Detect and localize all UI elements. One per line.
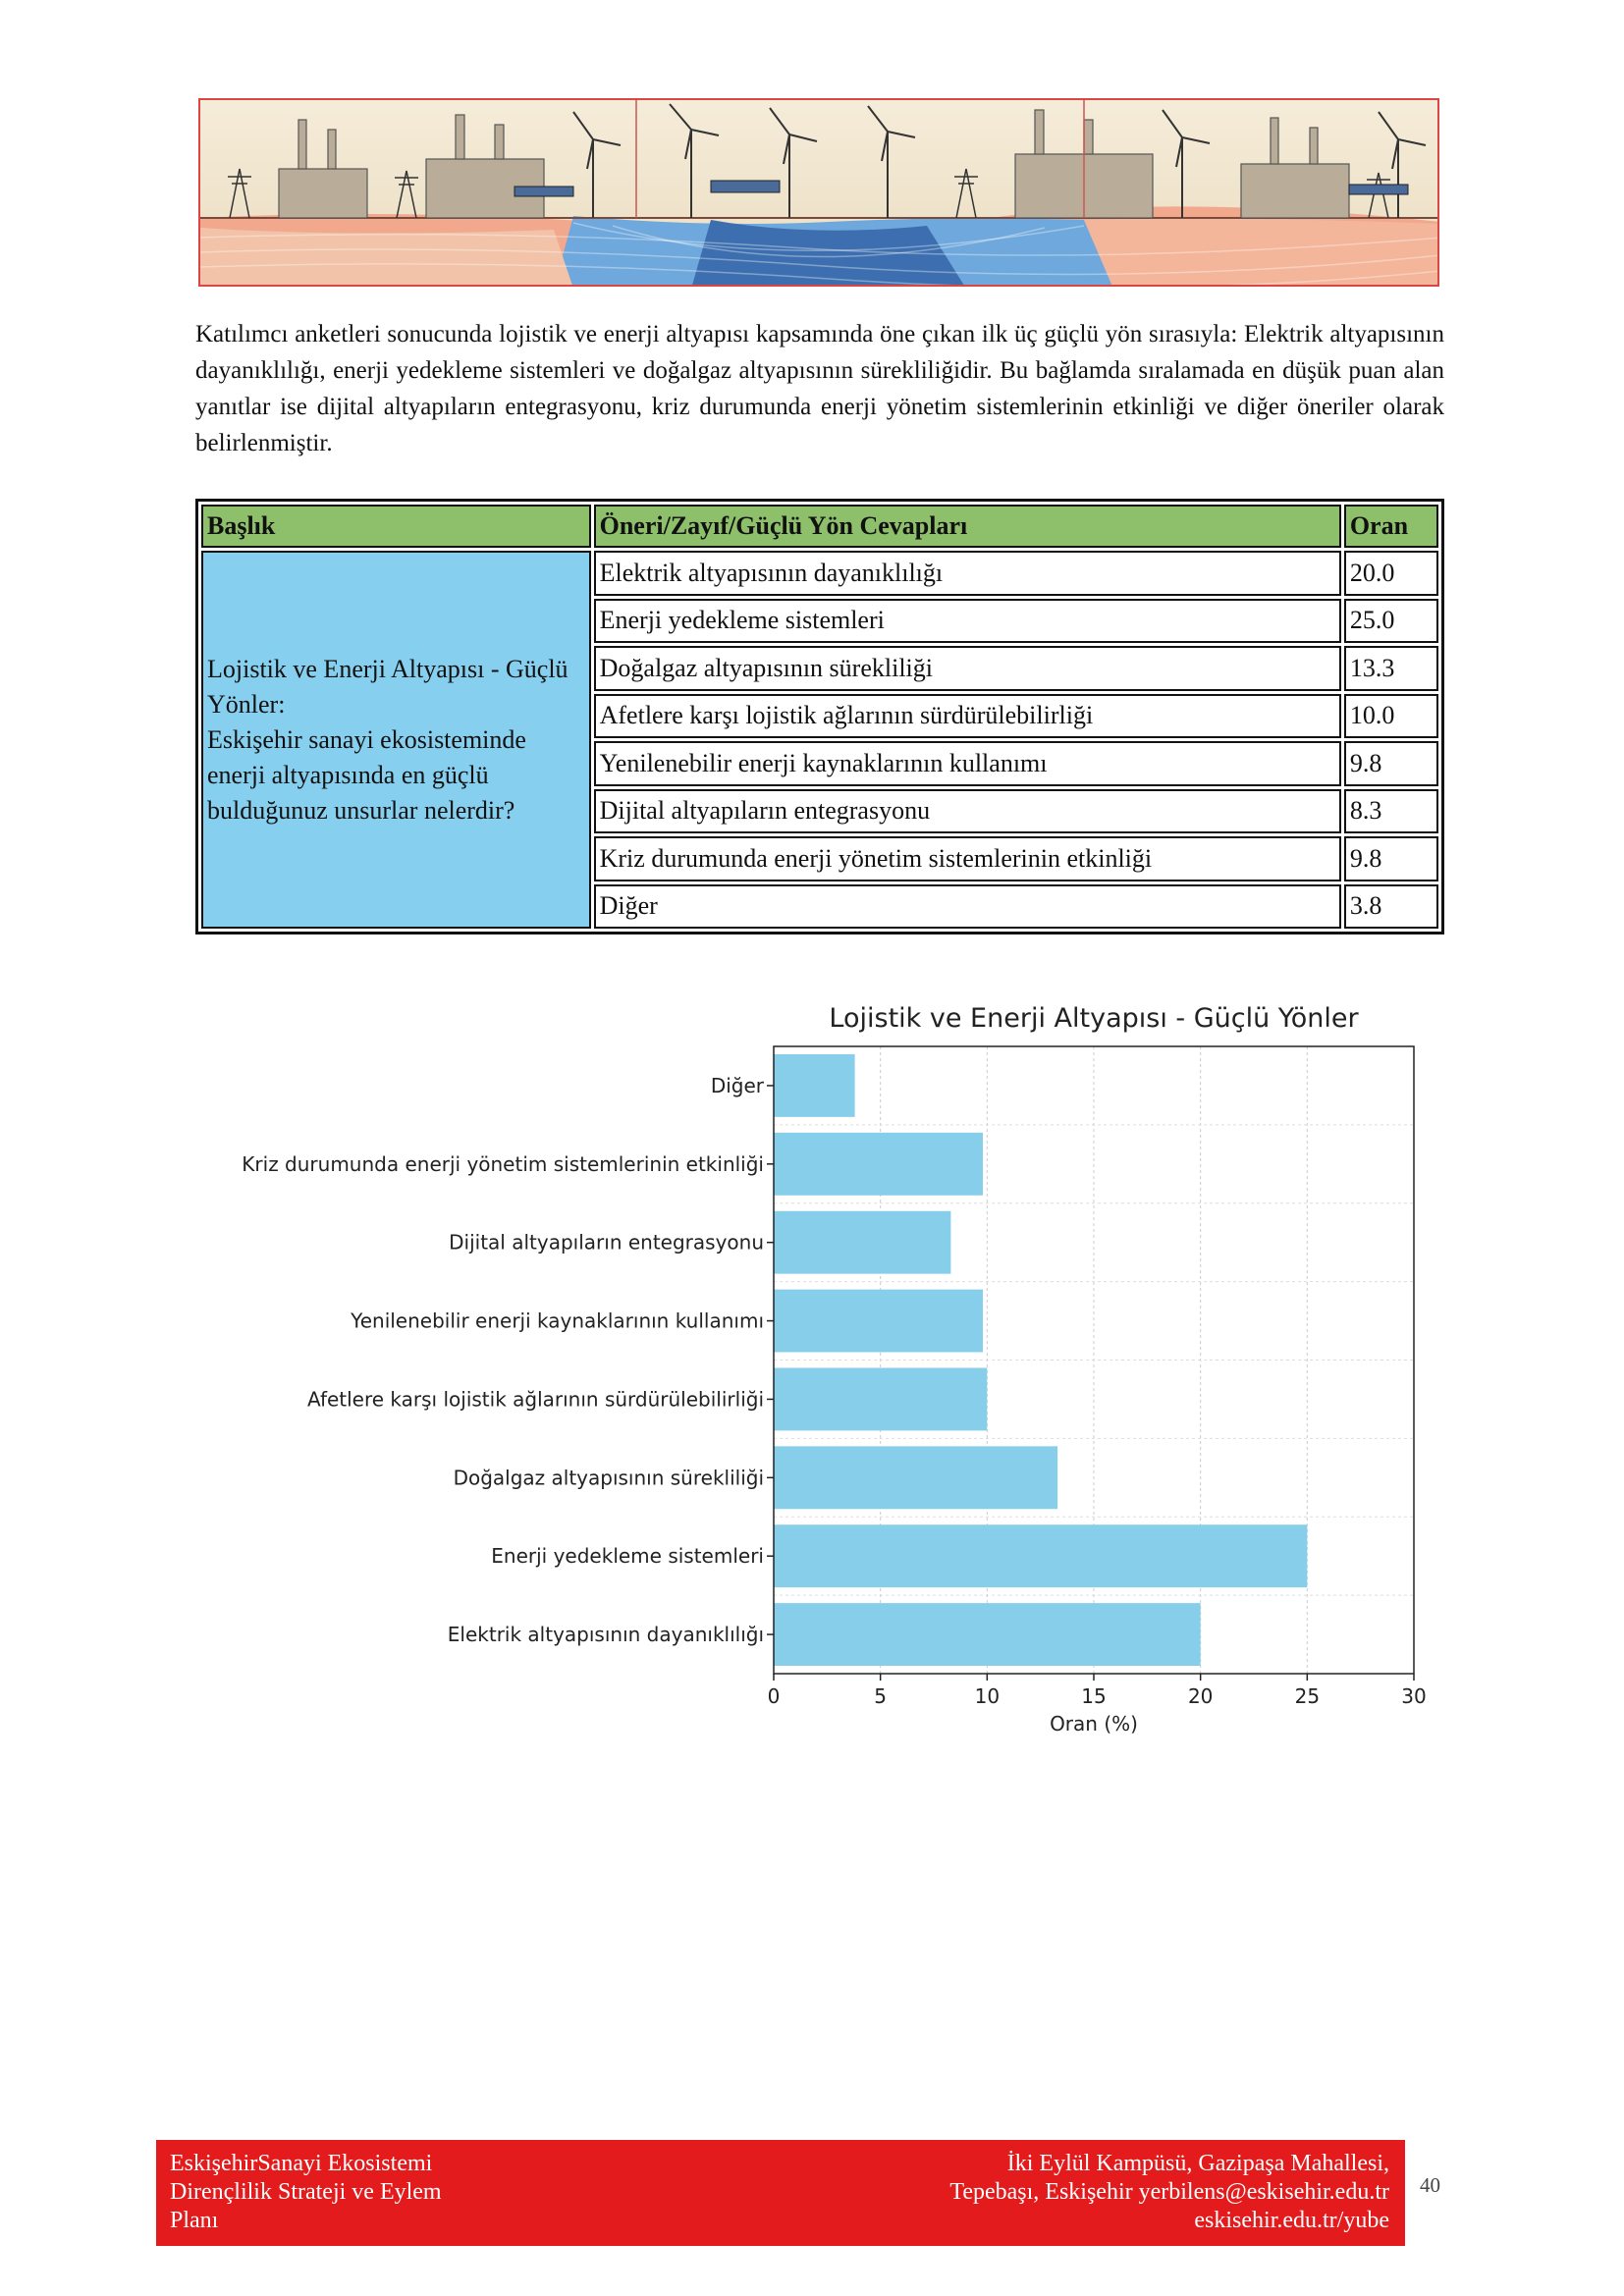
rate-cell: 10.0: [1344, 694, 1438, 739]
answer-cell: Elektrik altyapısının dayanıklılığı: [594, 551, 1341, 596]
page-footer: [156, 2140, 1405, 2246]
answer-cell: Dijital altyapıların entegrasyonu: [594, 789, 1341, 834]
bar: [774, 1446, 1057, 1509]
y-tick-label: Diğer: [710, 1073, 764, 1097]
strengths-bar-chart: [196, 991, 1453, 1757]
bar: [774, 1367, 987, 1430]
x-tick-label: 0: [767, 1684, 781, 1708]
bar: [774, 1133, 983, 1196]
answer-cell: Afetlere karşı lojistik ağlarının sürdürülebilirliği: [594, 694, 1341, 739]
y-tick-label: Afetlere karşı lojistik ağlarının sürdürülebilirliği: [306, 1387, 764, 1412]
bar: [774, 1290, 983, 1353]
category-text: Lojistik ve Enerji Altyapısı - Güçlü Yönler: Eskişehir sanayi ekosisteminde enerji altyapısında en güçlü bulduğunuz unsurlar nelerdir?: [207, 654, 568, 825]
y-tick-label: Elektrik altyapısının dayanıklılığı: [447, 1623, 764, 1647]
answer-cell: Doğalgaz altyapısının sürekliliği: [594, 646, 1341, 691]
x-tick-label: 5: [874, 1684, 888, 1708]
rate-cell: 13.3: [1344, 646, 1438, 691]
rate-cell: 25.0: [1344, 599, 1438, 644]
intro-paragraph: Katılımcı anketleri sonucunda lojistik ve enerji altyapısı kapsamında öne çıkan ilk üç güçlü yön sırasıyla: Elektrik altyapısının dayanıklılığı, enerji yedekleme sistemleri ve doğalgaz altyapısının sürekliliğidir. Bu bağlamda sıralamada en düşük puan alan yanıtlar ise dijital altyapıların entegrasyonu, kriz durumunda enerji yönetim sistemlerinin etkinliği ve diğer öneriler olarak belirlenmiştir.: [195, 321, 1444, 456]
rate-cell: 8.3: [1344, 789, 1438, 834]
y-tick-label: Dijital altyapıların entegrasyonu: [449, 1230, 764, 1255]
y-tick-label: Yenilenebilir enerji kaynaklarının kullanımı: [351, 1308, 764, 1333]
category-cell: [201, 551, 591, 929]
x-tick-label: 10: [974, 1684, 1001, 1708]
y-tick-label: Enerji yedekleme sistemleri: [491, 1544, 764, 1569]
bar: [774, 1054, 855, 1117]
rate-cell: 9.8: [1344, 741, 1438, 786]
table-row: [201, 551, 1438, 596]
footer-plan-title: EskişehirSanayi Ekosistemi Dirençlilik Strateji ve Eylem Planı: [170, 2151, 442, 2233]
answer-cell: Yenilenebilir enerji kaynaklarının kullanımı: [594, 741, 1341, 786]
rate-cell: 3.8: [1344, 884, 1438, 930]
x-tick-label: 25: [1294, 1684, 1321, 1708]
header-title: Başlık: [201, 505, 591, 548]
table-header-row: [201, 505, 1438, 548]
industry-energy-illustration: [200, 100, 1439, 287]
bar: [774, 1211, 950, 1274]
answer-cell: Kriz durumunda enerji yönetim sistemlerinin etkinliği: [594, 836, 1341, 881]
chart-title: Lojistik ve Enerji Altyapısı - Güçlü Yönler: [829, 1003, 1359, 1034]
rate-cell: 20.0: [1344, 551, 1438, 596]
rate-cell: 9.8: [1344, 836, 1438, 881]
x-tick-label: 20: [1187, 1684, 1214, 1708]
header-illustration: [198, 98, 1439, 287]
x-tick-label: 15: [1081, 1684, 1107, 1708]
page-number: 40: [1420, 2173, 1440, 2197]
footer-address: İki Eylül Kampüsü, Gazipaşa Mahallesi, Tepebaşı, Eskişehir yerbilens@eskisehir.edu.tr eskisehir.edu.tr/yube: [949, 2151, 1389, 2233]
answer-cell: Diğer: [594, 884, 1341, 930]
bar: [774, 1524, 1307, 1587]
y-tick-label: Doğalgaz altyapısının sürekliliği: [453, 1466, 764, 1490]
x-axis-label: Oran (%): [1050, 1712, 1138, 1735]
strengths-table: [195, 499, 1444, 934]
answer-cell: Enerji yedekleme sistemleri: [594, 599, 1341, 644]
bar: [774, 1603, 1201, 1666]
y-tick-label: Kriz durumunda enerji yönetim sistemlerinin etkinliği: [242, 1151, 764, 1176]
header-rate: Oran: [1344, 505, 1438, 548]
x-tick-label: 30: [1401, 1684, 1427, 1708]
header-answers: Öneri/Zayıf/Güçlü Yön Cevapları: [594, 505, 1341, 548]
